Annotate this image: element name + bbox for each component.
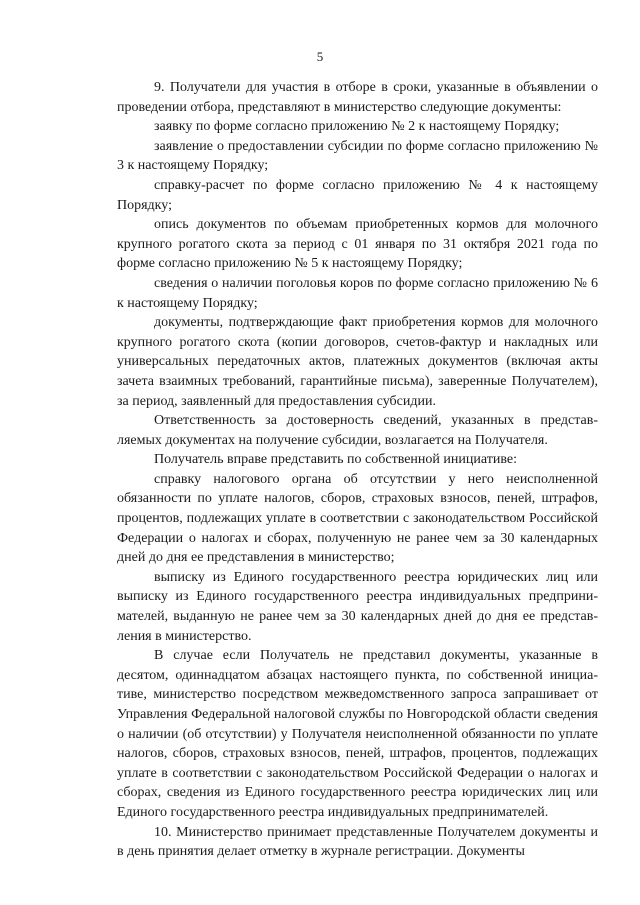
paragraph-tax-certificate: справку налогового органа об отсутствии у него неисполненной обязанности по уплате налогов, сборов, страховых взносов, пеней, штрафов, процентов, подлежащих уплате в соответствии с законодательством Российской Федерации о налогах и сборах, полученную не ранее чем за 30 календарных дней до дня ее представления в министерство; — [117, 471, 598, 566]
paragraph-registry-extract: выписку из Единого государственного реестра юридических лиц или выписку из Единого государственного реестра индивидуальных предпринимателей, выданную не ранее чем за 30 календарных дней до дня ее представления в министерство. — [117, 569, 598, 644]
paragraph-cow-livestock: сведения о наличии поголовья коров по форме согласно приложению № 6 к настоящему Порядку; — [117, 275, 598, 311]
paragraph-responsibility: Ответственность за достоверность сведений, указанных в представляемых документах на получение субсидии, возлагается на Получателя. — [117, 413, 598, 448]
paragraph-own-initiative: Получатель вправе представить по собственной инициативе: — [154, 452, 517, 468]
page-number: 5 — [316, 49, 324, 64]
paragraph-interagency-request: В случае если Получатель не представил документы, указанные в десятом, одиннадцатом абзацах настоящего пункта, по собственной инициативе, министерство посредством межведомственного запроса запрашивает от Управления Федеральной налоговой службы по Новгородской области сведения о наличии (об отсутствии) у Получателя неисполненной обязанности по уплате налогов, сборов, страховых взносов, пеней, штрафов, процентов, подлежащих уплате в соответствии с законодательством Российской Федерации о налогах и сборах, сведения из Единого государственного реестра юридических лиц или Единого государственного реестра индивидуальных предпринимателей. — [117, 648, 598, 820]
paragraph-item-10: 10. Министерство принимает представленные Получателем документы и в день принятия делает отметку в журнале регистрации. Документы — [117, 824, 598, 860]
paragraph-calculation-certificate: справку-расчет по форме согласно приложению № 4 к настоящему Порядку; — [117, 177, 598, 213]
paragraph-purchase-documents: документы, подтверждающие факт приобретения кормов для молочного крупного рогатого скота (копии договоров, счетов-фактур и накладных или универсальных передаточных актов, платежных документов (включая акты зачета взаимных требований, гарантийные письма), заверенные Получателем), за период, заявленный для предоставления субсидии. — [117, 315, 598, 409]
paragraph-application-form: заявку по форме согласно приложению № 2 к настоящему Порядку; — [154, 119, 560, 135]
paragraph-item-9: 9. Получатели для участия в отборе в сроки, указанные в объявлении о проведении отбора, представляют в министерство следующие документы: — [117, 80, 598, 115]
paragraph-subsidy-statement: заявление о предоставлении субсидии по форме согласно приложению № 3 к настоящему Порядку; — [117, 138, 598, 174]
document-body — [117, 78, 598, 862]
paragraph-feed-inventory: опись документов по объемам приобретенных кормов для молочного крупного рогатого скота за период с 01 января по 31 октября 2021 года по форме согласно приложению № 5 к настоящему Порядку; — [117, 217, 598, 272]
